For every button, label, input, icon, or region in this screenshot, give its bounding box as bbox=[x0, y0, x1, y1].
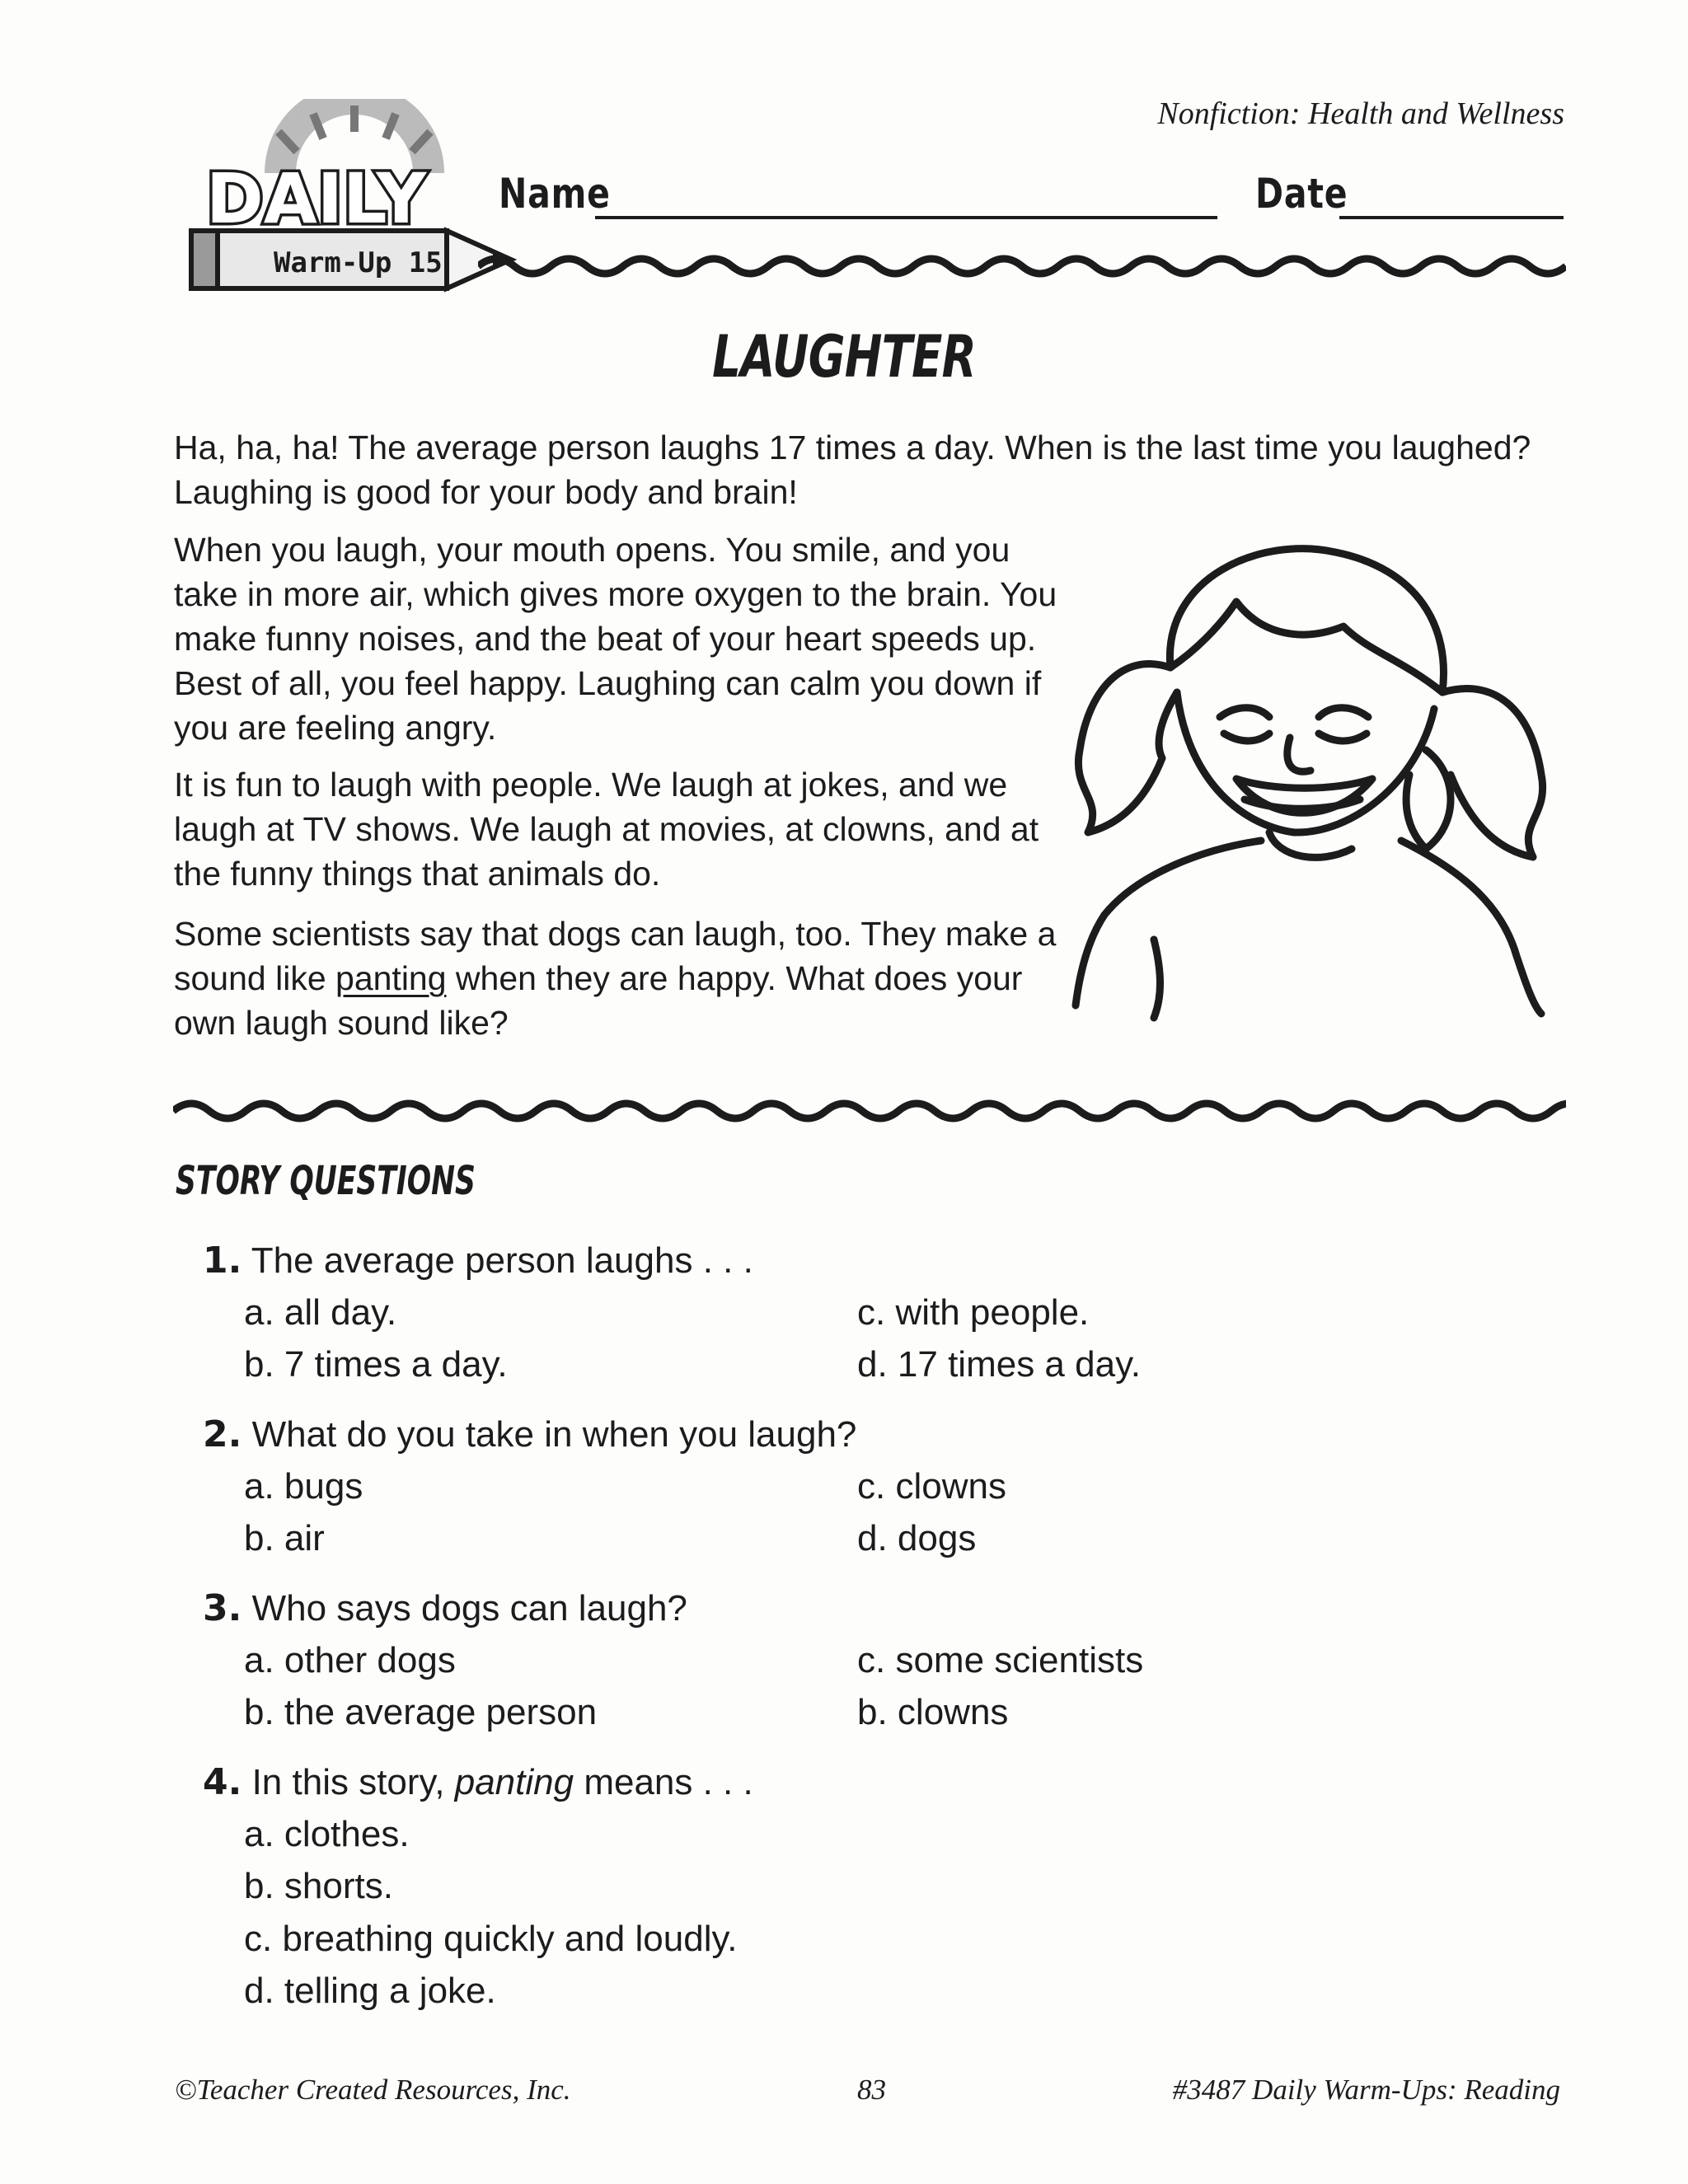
wavy-divider-top bbox=[478, 247, 1566, 285]
q3-option-d[interactable]: b. clowns bbox=[857, 1692, 1009, 1732]
name-label: Name bbox=[499, 170, 611, 218]
question-1: 1. The average person laughs . . . bbox=[203, 1240, 753, 1282]
logo-word: DAILY bbox=[206, 158, 427, 239]
q2-option-a[interactable]: a. bugs bbox=[244, 1466, 363, 1507]
q2-option-d[interactable]: d. dogs bbox=[857, 1518, 977, 1558]
warmup-label: Warm-Up 15 bbox=[274, 246, 443, 279]
vocab-word: panting bbox=[335, 959, 447, 997]
laughing-girl-illustration bbox=[1071, 527, 1566, 1022]
footer-publisher: ©Teacher Created Resources, Inc. bbox=[175, 2074, 571, 2106]
q4-option-a[interactable]: a. clothes. bbox=[244, 1814, 410, 1854]
q2-option-b[interactable]: b. air bbox=[244, 1518, 325, 1558]
paragraph-2: When you laugh, your mouth opens. You smile, and you take in more air, which gives more oxygen to the brain. You make funny noises, and the beat of your heart speeds up. Best of all, you feel happy. Laughing can calm you down if you are feeling angry. bbox=[174, 531, 1057, 747]
vocab-word-italic: panting bbox=[454, 1762, 574, 1802]
footer-book-title: #3487 Daily Warm-Ups: Reading bbox=[1172, 2074, 1560, 2106]
q4-option-c[interactable]: c. breathing quickly and loudly. bbox=[244, 1919, 738, 1959]
daily-warmup-logo bbox=[181, 99, 528, 305]
q1-option-d[interactable]: d. 17 times a day. bbox=[857, 1344, 1142, 1385]
q3-option-c[interactable]: c. some scientists bbox=[857, 1640, 1144, 1680]
paragraph-3: It is fun to laugh with people. We laugh at jokes, and we laugh at TV shows. We laugh at movies, at clowns, and at the funny things that animals do. bbox=[174, 766, 1039, 893]
name-field[interactable] bbox=[595, 216, 1217, 219]
story-title: LAUGHTER bbox=[712, 323, 976, 391]
question-2: 2. What do you take in when you laugh? bbox=[203, 1413, 857, 1455]
footer-page-number: 83 bbox=[857, 2074, 886, 2106]
q4-option-d[interactable]: d. telling a joke. bbox=[244, 1971, 496, 2011]
q1-option-c[interactable]: c. with people. bbox=[857, 1292, 1090, 1333]
paragraph-4: Some scientists say that dogs can laugh, too. They make a sound like panting when they are happy. What does your own laugh sound like? bbox=[174, 915, 1057, 1042]
question-3: 3. Who says dogs can laugh? bbox=[203, 1587, 687, 1629]
question-4: 4. In this story, panting means . . . bbox=[203, 1761, 753, 1803]
q4-option-b[interactable]: b. shorts. bbox=[244, 1866, 393, 1906]
q3-option-a[interactable]: a. other dogs bbox=[244, 1640, 456, 1680]
q1-option-b[interactable]: b. 7 times a day. bbox=[244, 1344, 508, 1385]
date-label: Date bbox=[1255, 170, 1348, 218]
q3-option-b[interactable]: b. the average person bbox=[244, 1692, 598, 1732]
q2-option-c[interactable]: c. clowns bbox=[857, 1466, 1006, 1507]
questions-heading: STORY QUESTIONS bbox=[176, 1158, 476, 1204]
wavy-divider-middle bbox=[173, 1092, 1566, 1130]
date-field[interactable] bbox=[1339, 216, 1564, 219]
q1-option-a[interactable]: a. all day. bbox=[244, 1292, 397, 1333]
category-label: Nonfiction: Health and Wellness bbox=[1157, 96, 1564, 131]
paragraph-1: Ha, ha, ha! The average person laughs 17 times a day. When is the last time you laughed? Laughing is good for your body and brain! bbox=[174, 429, 1531, 511]
